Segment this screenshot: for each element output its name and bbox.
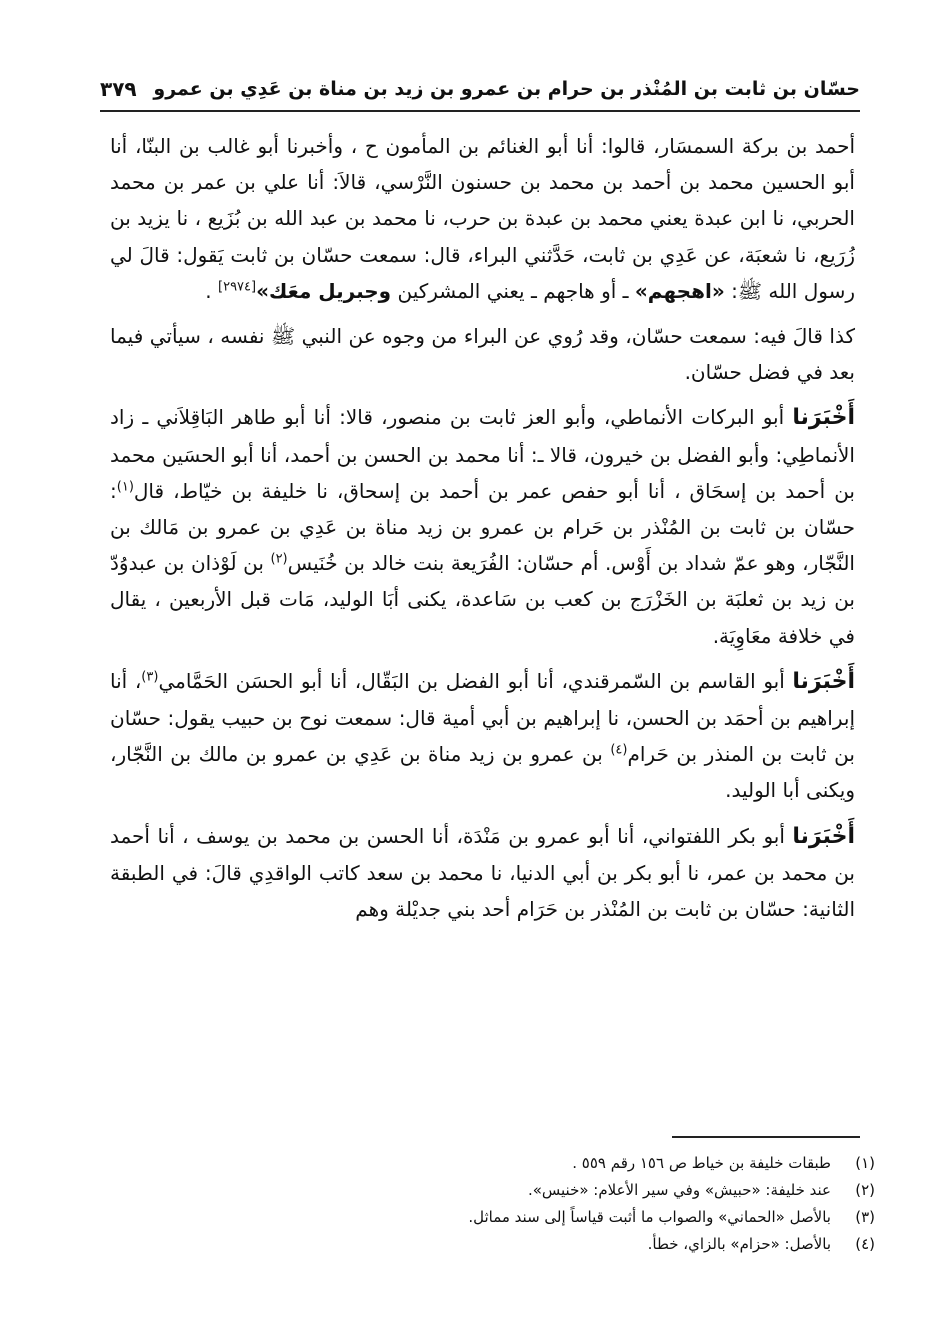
footnote <box>200 1204 875 1231</box>
paragraph-text: كذا قالَ فيه: سمعت حسّان، وقد رُوي عن البراء من وجوه عن النبي ﷺ نفسه ، سيأتي فيما بعد في فضل حسّان. <box>110 324 855 385</box>
footnote-ref: (١) <box>116 479 134 495</box>
paragraph <box>110 318 855 390</box>
footnote-text: بالأصل: «حزام» بالزاي، خطأ. <box>647 1235 831 1253</box>
footnote-ref: (٢) <box>270 551 288 567</box>
main-text <box>110 128 855 927</box>
paragraph-text: أبو البركات الأنماطي، وأبو العز ثابت بن منصور، قالا: أنا أبو طاهر البَاقِلاَني ـ زاد الأنماطِي: وأبو الفضل بن خيرون، قالا ـ: أنا محمد بن الحسن بن أحمد، أنا أبو الحسَين محمد بن أحمد بن إسحَاق ، أنا أبو حفص عمر بن أحمد بن إسحاق، نا خليفة بن خيّاط، قال <box>110 405 855 503</box>
paragraph-lead-word: أَخْبَرَنا <box>792 823 855 849</box>
paragraph-text: بن عمرو بن زيد مناة بن عَدِي بن عمرو بن مالك بن النَّجّار، ويكنى أبا الوليد. <box>110 742 855 803</box>
paragraph-text: ، أنا إبراهيم بن أحمَد بن الحسن، نا إبراهيم بن أبي أمية قال: سمعت نوح بن حبيب يقول: حسّان بن ثابت بن المنذر بن حَرام <box>110 668 855 767</box>
paragraph <box>110 399 855 653</box>
running-title: حسّان بن ثابت بن المُنْذر بن حرام بن عمرو بن زيد بن مناة بن عَدِي بن عمرو <box>153 78 860 100</box>
footnote-divider <box>672 1136 860 1138</box>
footnote <box>200 1177 875 1204</box>
paragraph-text: . <box>205 278 219 303</box>
paragraph-text: أبو بكر اللفتواني، أنا أبو عمرو بن مَنْدَة، أنا الحسن بن محمد بن يوسف ، أنا أحمد بن محمد بن عمر، نا أبو بكر بن أبي الدنيا، نا محمد بن سعد كاتب الواقدِي قالَ: في الطبقة الثانية: حسّان بن ثابت بن المُنْذر بن حَرَام أحد بني جديْلة وهم <box>110 823 855 922</box>
footnote-number: (١) <box>855 1154 875 1172</box>
footnote <box>200 1231 875 1258</box>
quoted-hadith: وجبريل معَك» <box>256 278 392 303</box>
footnote-ref: (٤) <box>610 742 628 758</box>
paragraph-lead-word: أَخْبَرَنا <box>792 668 855 694</box>
footnote-number: (٤) <box>855 1235 875 1253</box>
footnote-number: (٢) <box>855 1181 875 1199</box>
paragraph-text: أبو القاسم بن السّمرقندي، أنا أبو الفضل بن البَقّال، أنا أبو الحسَن الحَمَّامي <box>158 668 793 693</box>
paragraph-text: أحمد بن بركة السمسَار، قالوا: أنا أبو الغنائم بن المأمون ح ، وأخبرنا أبو غالب بن البنّا، أنا أبو الحسين محمد بن أحمد بن محمد بن حسنون النَّرْسي، قالاَ: أنا علي بن عمر بن محمد الحربي، نا ابن عبدة يعني محمد بن عبدة بن حرب، نا محمد بن عبد الله بن بُزَيع ، نا يزيد بن زُرَيع، نا شعبَة، عن عَدِي بن ثابت، حَدَّثني البراء، قال: سمعت حسّان بن ثابت يَقول: قالَ لي رسول الله ﷺ: <box>110 134 855 303</box>
footnote-number: (٣) <box>855 1208 875 1226</box>
footnote-text: بالأصل «الحماني» والصواب ما أثبت قياساً إلى سند مماثل. <box>468 1208 831 1226</box>
paragraph-text: : حسّان بن ثابت بن المُنْذر بن حَرام بن عمرو بن زيد مناة بن عَدِي بن عمرو بن مَالك بن النَّجّار، وهو عمّ شداد بن أَوْس. أم حسّان: الفُرَيعة بنت خالد بن خُنَيس <box>110 478 855 576</box>
paragraph <box>110 128 855 309</box>
footnote-text: طبقات خليفة بن خياط ص ١٥٦ رقم ٥٥٩ . <box>572 1154 831 1172</box>
footnote <box>200 1150 875 1177</box>
page-number: ٣٧٩ <box>100 77 137 101</box>
paragraph-lead-word: أَخْبَرَنا <box>792 405 855 431</box>
paragraph <box>110 663 855 809</box>
hadith-number: [٢٩٧٤] <box>218 279 257 295</box>
footnotes <box>200 1150 875 1258</box>
page-header <box>100 68 860 112</box>
footnote-ref: (٣) <box>141 669 159 685</box>
paragraph-text: ـ أو هاجهم ـ يعني المشركين <box>391 278 635 303</box>
paragraph-text: بن لَوْذان بن عبدوُدّ بن زيد بن ثعلبَة بن الخَزْرَج بن كعب بن سَاعدة، يكنى أبَا الوليد، مَات قبل الأربعين ، يقال في خلافة معَاوِيَة. <box>110 551 855 648</box>
paragraph <box>110 818 855 928</box>
footnote-text: عند خليفة: «حبيش» وفي سير الأعلام: «خنيس». <box>527 1181 831 1199</box>
quoted-hadith: «اهجهم» <box>634 278 725 303</box>
